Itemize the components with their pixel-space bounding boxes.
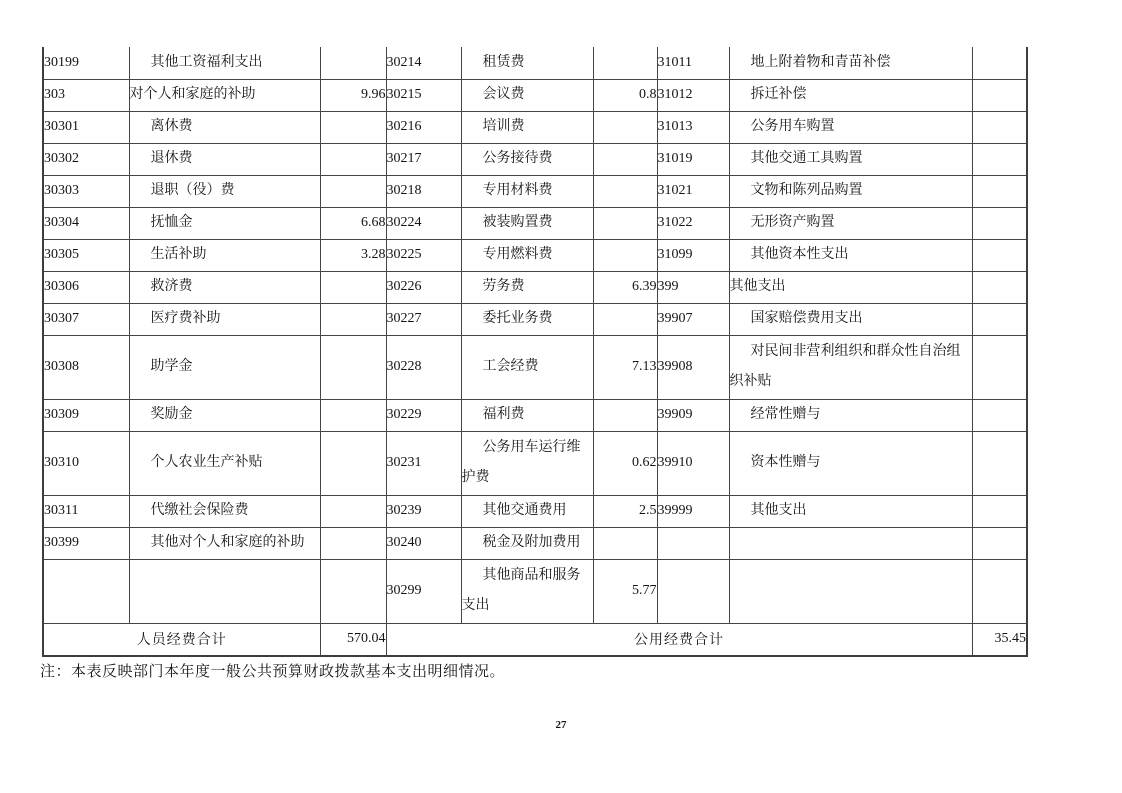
name-cell: 其他商品和服务支出 — [461, 559, 593, 623]
code-cell: 31011 — [657, 47, 729, 79]
code-cell — [43, 559, 129, 623]
amount-cell: 6.39 — [593, 271, 657, 303]
name-cell: 福利费 — [461, 399, 593, 431]
name-cell: 离休费 — [129, 111, 320, 143]
code-cell: 30225 — [386, 239, 461, 271]
name-cell: 无形资产购置 — [729, 207, 972, 239]
basic-expenditure-detail-table — [42, 47, 1028, 657]
name-cell: 抚恤金 — [129, 207, 320, 239]
code-cell: 30214 — [386, 47, 461, 79]
amount-cell — [972, 175, 1027, 207]
amount-cell: 9.96 — [320, 79, 386, 111]
table-row — [43, 335, 1027, 399]
code-cell: 30304 — [43, 207, 129, 239]
name-cell: 被装购置费 — [461, 207, 593, 239]
name-cell: 代缴社会保险费 — [129, 495, 320, 527]
amount-cell — [972, 527, 1027, 559]
code-cell: 30311 — [43, 495, 129, 527]
table-row — [43, 527, 1027, 559]
name-cell: 其他交通工具购置 — [729, 143, 972, 175]
amount-cell — [593, 527, 657, 559]
code-cell: 31012 — [657, 79, 729, 111]
code-cell: 30229 — [386, 399, 461, 431]
amount-cell — [320, 559, 386, 623]
amount-cell — [972, 47, 1027, 79]
amount-cell — [972, 431, 1027, 495]
name-cell: 其他对个人和家庭的补助 — [129, 527, 320, 559]
table-row — [43, 431, 1027, 495]
name-cell: 国家赔偿费用支出 — [729, 303, 972, 335]
name-cell: 会议费 — [461, 79, 593, 111]
personnel-total-label: 人员经费合计 — [43, 623, 320, 656]
code-cell: 31099 — [657, 239, 729, 271]
code-cell: 30226 — [386, 271, 461, 303]
name-cell: 其他支出 — [729, 271, 972, 303]
amount-cell — [593, 111, 657, 143]
amount-cell — [320, 47, 386, 79]
name-cell: 工会经费 — [461, 335, 593, 399]
code-cell: 30307 — [43, 303, 129, 335]
name-cell: 地上附着物和青苗补偿 — [729, 47, 972, 79]
name-cell: 专用材料费 — [461, 175, 593, 207]
table-row — [43, 79, 1027, 111]
code-cell: 30302 — [43, 143, 129, 175]
table-note: 注：本表反映部门本年度一般公共预算财政拨款基本支出明细情况。 — [40, 664, 506, 680]
code-cell: 30216 — [386, 111, 461, 143]
code-cell: 31019 — [657, 143, 729, 175]
public-total-value: 35.45 — [972, 623, 1027, 656]
amount-cell — [320, 399, 386, 431]
code-cell: 303 — [43, 79, 129, 111]
amount-cell — [972, 143, 1027, 175]
name-cell: 租赁费 — [461, 47, 593, 79]
code-cell: 30228 — [386, 335, 461, 399]
code-cell: 399 — [657, 271, 729, 303]
amount-cell: 6.68 — [320, 207, 386, 239]
table-container — [42, 47, 1028, 657]
table-row — [43, 143, 1027, 175]
name-cell: 生活补助 — [129, 239, 320, 271]
name-cell: 劳务费 — [461, 271, 593, 303]
name-cell: 奖励金 — [129, 399, 320, 431]
amount-cell — [593, 303, 657, 335]
amount-cell — [972, 495, 1027, 527]
name-cell: 文物和陈列品购置 — [729, 175, 972, 207]
name-cell: 其他交通费用 — [461, 495, 593, 527]
amount-cell — [320, 303, 386, 335]
amount-cell: 0.8 — [593, 79, 657, 111]
name-cell: 其他工资福利支出 — [129, 47, 320, 79]
code-cell: 30309 — [43, 399, 129, 431]
amount-cell — [972, 79, 1027, 111]
amount-cell — [320, 431, 386, 495]
name-cell — [729, 559, 972, 623]
code-cell: 30240 — [386, 527, 461, 559]
name-cell: 其他支出 — [729, 495, 972, 527]
name-cell: 公务用车运行维护费 — [461, 431, 593, 495]
code-cell: 30231 — [386, 431, 461, 495]
name-cell: 对个人和家庭的补助 — [129, 79, 320, 111]
code-cell: 30305 — [43, 239, 129, 271]
code-cell — [657, 527, 729, 559]
name-cell: 对民间非营利组织和群众性自治组织补贴 — [729, 335, 972, 399]
code-cell: 31013 — [657, 111, 729, 143]
code-cell: 39910 — [657, 431, 729, 495]
name-cell — [729, 527, 972, 559]
amount-cell — [593, 47, 657, 79]
amount-cell — [593, 175, 657, 207]
amount-cell — [593, 207, 657, 239]
code-cell: 39909 — [657, 399, 729, 431]
code-cell: 39999 — [657, 495, 729, 527]
table-row — [43, 271, 1027, 303]
table-row — [43, 47, 1027, 79]
code-cell: 30299 — [386, 559, 461, 623]
amount-cell — [972, 399, 1027, 431]
amount-cell — [320, 495, 386, 527]
amount-cell — [320, 143, 386, 175]
table-body — [43, 47, 1027, 623]
amount-cell — [593, 399, 657, 431]
page-number: 27 — [555, 719, 567, 731]
name-cell: 经常性赠与 — [729, 399, 972, 431]
code-cell: 30227 — [386, 303, 461, 335]
table-row — [43, 175, 1027, 207]
code-cell: 30303 — [43, 175, 129, 207]
code-cell: 30301 — [43, 111, 129, 143]
code-cell: 30239 — [386, 495, 461, 527]
code-cell: 39908 — [657, 335, 729, 399]
name-cell: 委托业务费 — [461, 303, 593, 335]
amount-cell — [320, 111, 386, 143]
amount-cell — [320, 527, 386, 559]
table-row — [43, 207, 1027, 239]
name-cell: 公务接待费 — [461, 143, 593, 175]
amount-cell — [320, 335, 386, 399]
personnel-total-value: 570.04 — [320, 623, 386, 656]
table-row — [43, 111, 1027, 143]
code-cell: 30308 — [43, 335, 129, 399]
code-cell: 30215 — [386, 79, 461, 111]
table-row — [43, 303, 1027, 335]
name-cell: 个人农业生产补贴 — [129, 431, 320, 495]
amount-cell: 2.5 — [593, 495, 657, 527]
name-cell: 救济费 — [129, 271, 320, 303]
name-cell: 税金及附加费用 — [461, 527, 593, 559]
amount-cell — [320, 271, 386, 303]
amount-cell — [972, 335, 1027, 399]
code-cell: 30310 — [43, 431, 129, 495]
amount-cell — [972, 559, 1027, 623]
name-cell: 其他资本性支出 — [729, 239, 972, 271]
public-total-label: 公用经费合计 — [386, 623, 972, 656]
amount-cell: 3.28 — [320, 239, 386, 271]
table-row — [43, 239, 1027, 271]
code-cell: 30306 — [43, 271, 129, 303]
amount-cell — [593, 143, 657, 175]
amount-cell — [972, 271, 1027, 303]
amount-cell — [593, 239, 657, 271]
code-cell: 30399 — [43, 527, 129, 559]
name-cell: 助学金 — [129, 335, 320, 399]
name-cell: 资本性赠与 — [729, 431, 972, 495]
name-cell: 医疗费补助 — [129, 303, 320, 335]
amount-cell: 0.62 — [593, 431, 657, 495]
amount-cell — [320, 175, 386, 207]
name-cell: 拆迁补偿 — [729, 79, 972, 111]
amount-cell — [972, 207, 1027, 239]
code-cell: 31022 — [657, 207, 729, 239]
table-row — [43, 495, 1027, 527]
name-cell — [129, 559, 320, 623]
footer-row — [43, 623, 1027, 656]
code-cell: 31021 — [657, 175, 729, 207]
table-row — [43, 399, 1027, 431]
code-cell: 30224 — [386, 207, 461, 239]
name-cell: 专用燃料费 — [461, 239, 593, 271]
table-row — [43, 559, 1027, 623]
amount-cell — [972, 303, 1027, 335]
code-cell: 39907 — [657, 303, 729, 335]
code-cell — [657, 559, 729, 623]
amount-cell: 5.77 — [593, 559, 657, 623]
amount-cell: 7.13 — [593, 335, 657, 399]
name-cell: 公务用车购置 — [729, 111, 972, 143]
amount-cell — [972, 239, 1027, 271]
code-cell: 30199 — [43, 47, 129, 79]
name-cell: 培训费 — [461, 111, 593, 143]
amount-cell — [972, 111, 1027, 143]
name-cell: 退职（役）费 — [129, 175, 320, 207]
code-cell: 30217 — [386, 143, 461, 175]
code-cell: 30218 — [386, 175, 461, 207]
name-cell: 退休费 — [129, 143, 320, 175]
